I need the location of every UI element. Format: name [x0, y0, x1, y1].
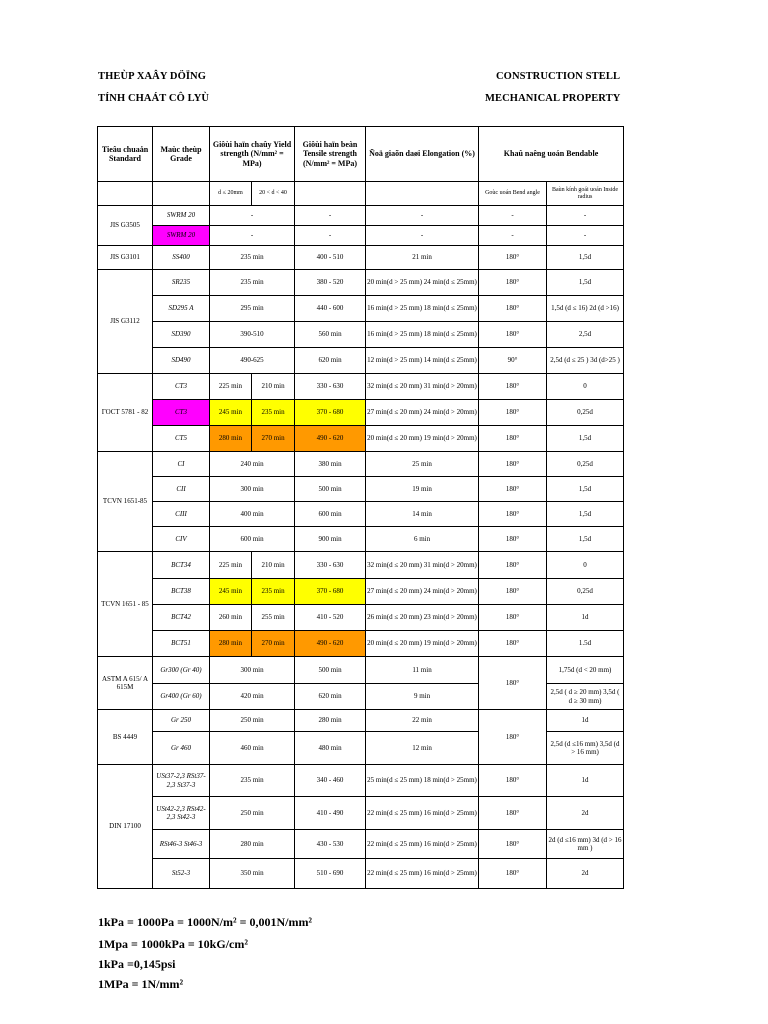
angle-cell: - [479, 206, 547, 226]
tensile-cell: 370 - 680 [295, 400, 366, 426]
tensile-cell: 490 - 620 [295, 631, 366, 657]
grade-cell: CT3 [153, 400, 210, 426]
angle-cell: 180° [479, 552, 547, 579]
yield-cell: 240 min [210, 452, 295, 477]
formula-psi: 1kPa =0,145psi [98, 957, 176, 971]
angle-cell: 180° [479, 502, 547, 527]
elong-cell: 25 min [366, 452, 479, 477]
table-row [98, 206, 624, 226]
elong-cell: 26 min(d ≤ 20 mm) 23 min(d > 20mm) [366, 605, 479, 631]
standard-cell: TCVN 1651-85 [98, 452, 153, 552]
tensile-cell: 430 - 530 [295, 830, 366, 859]
subtitle-vi: TÍNH CHAÁT CÔ LYÙ [98, 93, 210, 104]
radius-cell: 0 [547, 374, 624, 400]
angle-cell: 180° [479, 296, 547, 322]
tensile-cell: 600 min [295, 502, 366, 527]
elong-cell: 16 min(d > 25 mm) 18 min(d ≤ 25mm) [366, 322, 479, 348]
yield-cell: 420 min [210, 684, 295, 710]
angle-cell: 180° [479, 830, 547, 859]
table-row [98, 374, 624, 400]
table-row [98, 552, 624, 579]
grade-cell: Gr 460 [153, 732, 210, 765]
radius-cell: 2d [547, 797, 624, 830]
elong-cell: 12 min(d > 25 mm) 14 min(d ≤ 25mm) [366, 348, 479, 374]
elong-cell: 22 min(d ≤ 25 mm) 16 min(d > 25mm) [366, 859, 479, 889]
formula-kpa: 1kPa = 1000Pa = 1000N/m² = 0,001N/mm² [98, 915, 313, 929]
grade-cell: SS400 [153, 246, 210, 270]
angle-cell: 180° [479, 452, 547, 477]
radius-cell: 1,5d [547, 246, 624, 270]
table-row [98, 657, 624, 684]
elong-cell: 9 min [366, 684, 479, 710]
standard-cell: JIS G3101 [98, 246, 153, 270]
grade-cell: SD295 A [153, 296, 210, 322]
yield-cell: 490-625 [210, 348, 295, 374]
angle-cell: 180° [479, 400, 547, 426]
grade-cell: SWRM 20 [153, 226, 210, 246]
angle-cell: 180° [479, 765, 547, 797]
col-standard: Tieâu chuaån Standard [98, 127, 153, 182]
table-row [98, 348, 624, 374]
elong-cell: 22 min(d ≤ 25 mm) 16 min(d > 25mm) [366, 797, 479, 830]
table-row [98, 400, 624, 426]
grade-cell: BCT42 [153, 605, 210, 631]
radius-cell: 1,5d [547, 426, 624, 452]
standard-cell: ASTM A 615/ A 615M [98, 657, 153, 710]
table-row [98, 631, 624, 657]
yield-cell: 250 min [210, 797, 295, 830]
tensile-cell: 370 - 680 [295, 579, 366, 605]
yield-d1-cell: 280 min [210, 631, 252, 657]
table-row [98, 270, 624, 296]
yield-cell: 280 min [210, 830, 295, 859]
angle-cell: 180° [479, 527, 547, 552]
tensile-cell: 440 - 600 [295, 296, 366, 322]
table-row [98, 605, 624, 631]
radius-cell: 2,5d (d ≤ 25 ) 3d (d>25 ) [547, 348, 624, 374]
yield-cell: 235 min [210, 246, 295, 270]
sub-empty [295, 182, 366, 206]
radius-cell: - [547, 206, 624, 226]
standard-cell: JIS G3112 [98, 270, 153, 374]
tensile-cell: 620 min [295, 348, 366, 374]
subtitle-en: MECHANICAL PROPERTY [485, 93, 621, 104]
col-yield: Giôùi haïn chaûy Yield strength (N/mm² = MPa) [210, 127, 295, 182]
yield-cell: 390-510 [210, 322, 295, 348]
yield-cell: 235 min [210, 270, 295, 296]
grade-cell: CII [153, 477, 210, 502]
elong-cell: 16 min(d > 25 mm) 18 min(d ≤ 25mm) [366, 296, 479, 322]
table-row [98, 426, 624, 452]
sub-empty [153, 182, 210, 206]
table-row [98, 527, 624, 552]
standard-cell: TCVN 1651 - 85 [98, 552, 153, 657]
radius-cell: 2,5d ( d ≥ 20 mm) 3,5d ( d ≥ 30 mm) [547, 684, 624, 710]
sub-empty [366, 182, 479, 206]
tensile-cell: 510 - 690 [295, 859, 366, 889]
tensile-cell: - [295, 206, 366, 226]
formula-nmm: 1MPa = 1N/mm² [98, 977, 184, 991]
sub-inside-radius: Baùn kính goái uoán Inside radius [547, 182, 624, 206]
yield-d1-cell: 260 min [210, 605, 252, 631]
tensile-cell: 410 - 490 [295, 797, 366, 830]
elong-cell: 11 min [366, 657, 479, 684]
tensile-cell: 560 min [295, 322, 366, 348]
elong-cell: 32 min(d ≤ 20 mm) 31 min(d > 20mm) [366, 552, 479, 579]
yield-cell: 600 min [210, 527, 295, 552]
grade-cell: SWRM 20 [153, 206, 210, 226]
tensile-cell: 400 - 510 [295, 246, 366, 270]
table-row [98, 246, 624, 270]
tensile-cell: 500 min [295, 657, 366, 684]
yield-cell: 235 min [210, 765, 295, 797]
tensile-cell: 340 - 460 [295, 765, 366, 797]
elong-cell: 6 min [366, 527, 479, 552]
radius-cell: 1,75d (d < 20 mm) [547, 657, 624, 684]
elong-cell: - [366, 226, 479, 246]
grade-cell: CT3 [153, 374, 210, 400]
yield-d2-cell: 270 min [252, 631, 295, 657]
standard-cell: BS 4449 [98, 710, 153, 765]
tensile-cell: 280 min [295, 710, 366, 732]
yield-d2-cell: 235 min [252, 579, 295, 605]
radius-cell: 1,5d [547, 502, 624, 527]
angle-cell: 180° [479, 859, 547, 889]
elong-cell: 32 min(d ≤ 20 mm) 31 min(d > 20mm) [366, 374, 479, 400]
angle-cell: 180° [479, 605, 547, 631]
tensile-cell: 380 - 520 [295, 270, 366, 296]
yield-d2-cell: 210 min [252, 374, 295, 400]
yield-cell: 300 min [210, 657, 295, 684]
radius-cell: 2d (d ≤16 mm) 3d (d > 16 mm ) [547, 830, 624, 859]
angle-cell: 180° [479, 477, 547, 502]
table-row [98, 322, 624, 348]
angle-cell: 180° [479, 322, 547, 348]
grade-cell: Gr 250 [153, 710, 210, 732]
yield-cell: - [210, 206, 295, 226]
yield-cell: - [210, 226, 295, 246]
standard-cell: DIN 17100 [98, 765, 153, 889]
yield-d1-cell: 245 min [210, 400, 252, 426]
angle-cell: 90° [479, 348, 547, 374]
grade-cell: SD490 [153, 348, 210, 374]
angle-cell: 180° [479, 710, 547, 765]
radius-cell: 0 [547, 552, 624, 579]
yield-d2-cell: 270 min [252, 426, 295, 452]
sub-empty [98, 182, 153, 206]
radius-cell: - [547, 226, 624, 246]
radius-cell: 2,5d (d ≤16 mm) 3,5d (d > 16 mm) [547, 732, 624, 765]
table-row [98, 710, 624, 732]
grade-cell: BCT38 [153, 579, 210, 605]
elong-cell: 20 min(d > 25 mm) 24 min(d ≤ 25mm) [366, 270, 479, 296]
table-row [98, 477, 624, 502]
radius-cell: 1.5d [547, 631, 624, 657]
title-vi: THEÙP XAÂY DÖÏNG [98, 71, 206, 82]
table-row [98, 859, 624, 889]
grade-cell: SR235 [153, 270, 210, 296]
yield-cell: 400 min [210, 502, 295, 527]
yield-cell: 250 min [210, 710, 295, 732]
col-elongation: Ñoä giaõn daøi Elongation (%) [366, 127, 479, 182]
angle-cell: 180° [479, 657, 547, 710]
tensile-cell: 410 - 520 [295, 605, 366, 631]
yield-d1-cell: 225 min [210, 552, 252, 579]
tensile-cell: 330 - 630 [295, 374, 366, 400]
grade-cell: St52-3 [153, 859, 210, 889]
grade-cell: BCT51 [153, 631, 210, 657]
standard-cell: ГОСТ 5781 - 82 [98, 374, 153, 452]
table-row [98, 296, 624, 322]
grade-cell: Gr300 (Gr 40) [153, 657, 210, 684]
elong-cell: 19 min [366, 477, 479, 502]
grade-cell: CT5 [153, 426, 210, 452]
grade-cell: BCT34 [153, 552, 210, 579]
elong-cell: 20 min(d ≤ 20 mm) 19 min(d > 20mm) [366, 631, 479, 657]
elong-cell: 25 min(d ≤ 25 mm) 18 min(d > 25mm) [366, 765, 479, 797]
radius-cell: 1,5d [547, 270, 624, 296]
table-row [98, 765, 624, 797]
standard-cell: JIS G3505 [98, 206, 153, 246]
formula-mpa: 1Mpa = 1000kPa = 10kG/cm² [98, 937, 248, 951]
radius-cell: 0,25d [547, 400, 624, 426]
grade-cell: CI [153, 452, 210, 477]
radius-cell: 0,25d [547, 579, 624, 605]
yield-cell: 350 min [210, 859, 295, 889]
elong-cell: 22 min [366, 710, 479, 732]
angle-cell: 180° [479, 426, 547, 452]
table-row [98, 502, 624, 527]
elong-cell: - [366, 206, 479, 226]
tensile-cell: 380 min [295, 452, 366, 477]
radius-cell: 1d [547, 710, 624, 732]
sub-yield-d2: 20 < d < 40 [252, 182, 295, 206]
tensile-cell: 620 min [295, 684, 366, 710]
angle-cell: - [479, 226, 547, 246]
grade-cell: CIV [153, 527, 210, 552]
col-bendable: Khaû naêng uoán Bendable [479, 127, 624, 182]
elong-cell: 22 min(d ≤ 25 mm) 16 min(d > 25mm) [366, 830, 479, 859]
yield-d1-cell: 280 min [210, 426, 252, 452]
tensile-cell: - [295, 226, 366, 246]
grade-cell: Gr400 (Gr 60) [153, 684, 210, 710]
radius-cell: 1d [547, 765, 624, 797]
yield-d2-cell: 210 min [252, 552, 295, 579]
radius-cell: 1d [547, 605, 624, 631]
angle-cell: 180° [479, 579, 547, 605]
radius-cell: 0,25d [547, 452, 624, 477]
tensile-cell: 900 min [295, 527, 366, 552]
radius-cell: 1,5d (d ≤ 16) 2d (d >16) [547, 296, 624, 322]
grade-cell: USt42-2,3 RSt42-2,3 St42-3 [153, 797, 210, 830]
table-row [98, 452, 624, 477]
elong-cell: 12 min [366, 732, 479, 765]
grade-cell: SD390 [153, 322, 210, 348]
angle-cell: 180° [479, 270, 547, 296]
radius-cell: 2,5d [547, 322, 624, 348]
grade-cell: USt37-2,3 RSt37-2,3 St37-3 [153, 765, 210, 797]
steel-property-table [97, 126, 624, 889]
yield-d1-cell: 225 min [210, 374, 252, 400]
yield-d1-cell: 245 min [210, 579, 252, 605]
col-grade: Maùc theùp Grade [153, 127, 210, 182]
radius-cell: 1,5d [547, 527, 624, 552]
sub-yield-d1: d ≤ 20mm [210, 182, 252, 206]
sub-bend-angle: Goùc uoán Bend angle [479, 182, 547, 206]
tensile-cell: 330 - 630 [295, 552, 366, 579]
table-row [98, 579, 624, 605]
elong-cell: 21 min [366, 246, 479, 270]
table-row [98, 797, 624, 830]
yield-cell: 300 min [210, 477, 295, 502]
yield-cell: 460 min [210, 732, 295, 765]
table-row [98, 226, 624, 246]
table-row [98, 830, 624, 859]
angle-cell: 180° [479, 797, 547, 830]
tensile-cell: 500 min [295, 477, 366, 502]
elong-cell: 27 min(d ≤ 20 mm) 24 min(d > 20mm) [366, 400, 479, 426]
yield-d2-cell: 235 min [252, 400, 295, 426]
yield-d2-cell: 255 min [252, 605, 295, 631]
elong-cell: 27 min(d ≤ 20 mm) 24 min(d > 20mm) [366, 579, 479, 605]
title-en: CONSTRUCTION STELL [496, 71, 621, 82]
angle-cell: 180° [479, 374, 547, 400]
elong-cell: 14 min [366, 502, 479, 527]
angle-cell: 180° [479, 246, 547, 270]
yield-cell: 295 min [210, 296, 295, 322]
radius-cell: 1,5d [547, 477, 624, 502]
tensile-cell: 490 - 620 [295, 426, 366, 452]
tensile-cell: 480 min [295, 732, 366, 765]
grade-cell: RSt46-3 St46-3 [153, 830, 210, 859]
radius-cell: 2d [547, 859, 624, 889]
grade-cell: CIII [153, 502, 210, 527]
col-tensile: Giôùi haïn beàn Tensile strength (N/mm² = MPa) [295, 127, 366, 182]
elong-cell: 20 min(d ≤ 20 mm) 19 min(d > 20mm) [366, 426, 479, 452]
angle-cell: 180° [479, 631, 547, 657]
